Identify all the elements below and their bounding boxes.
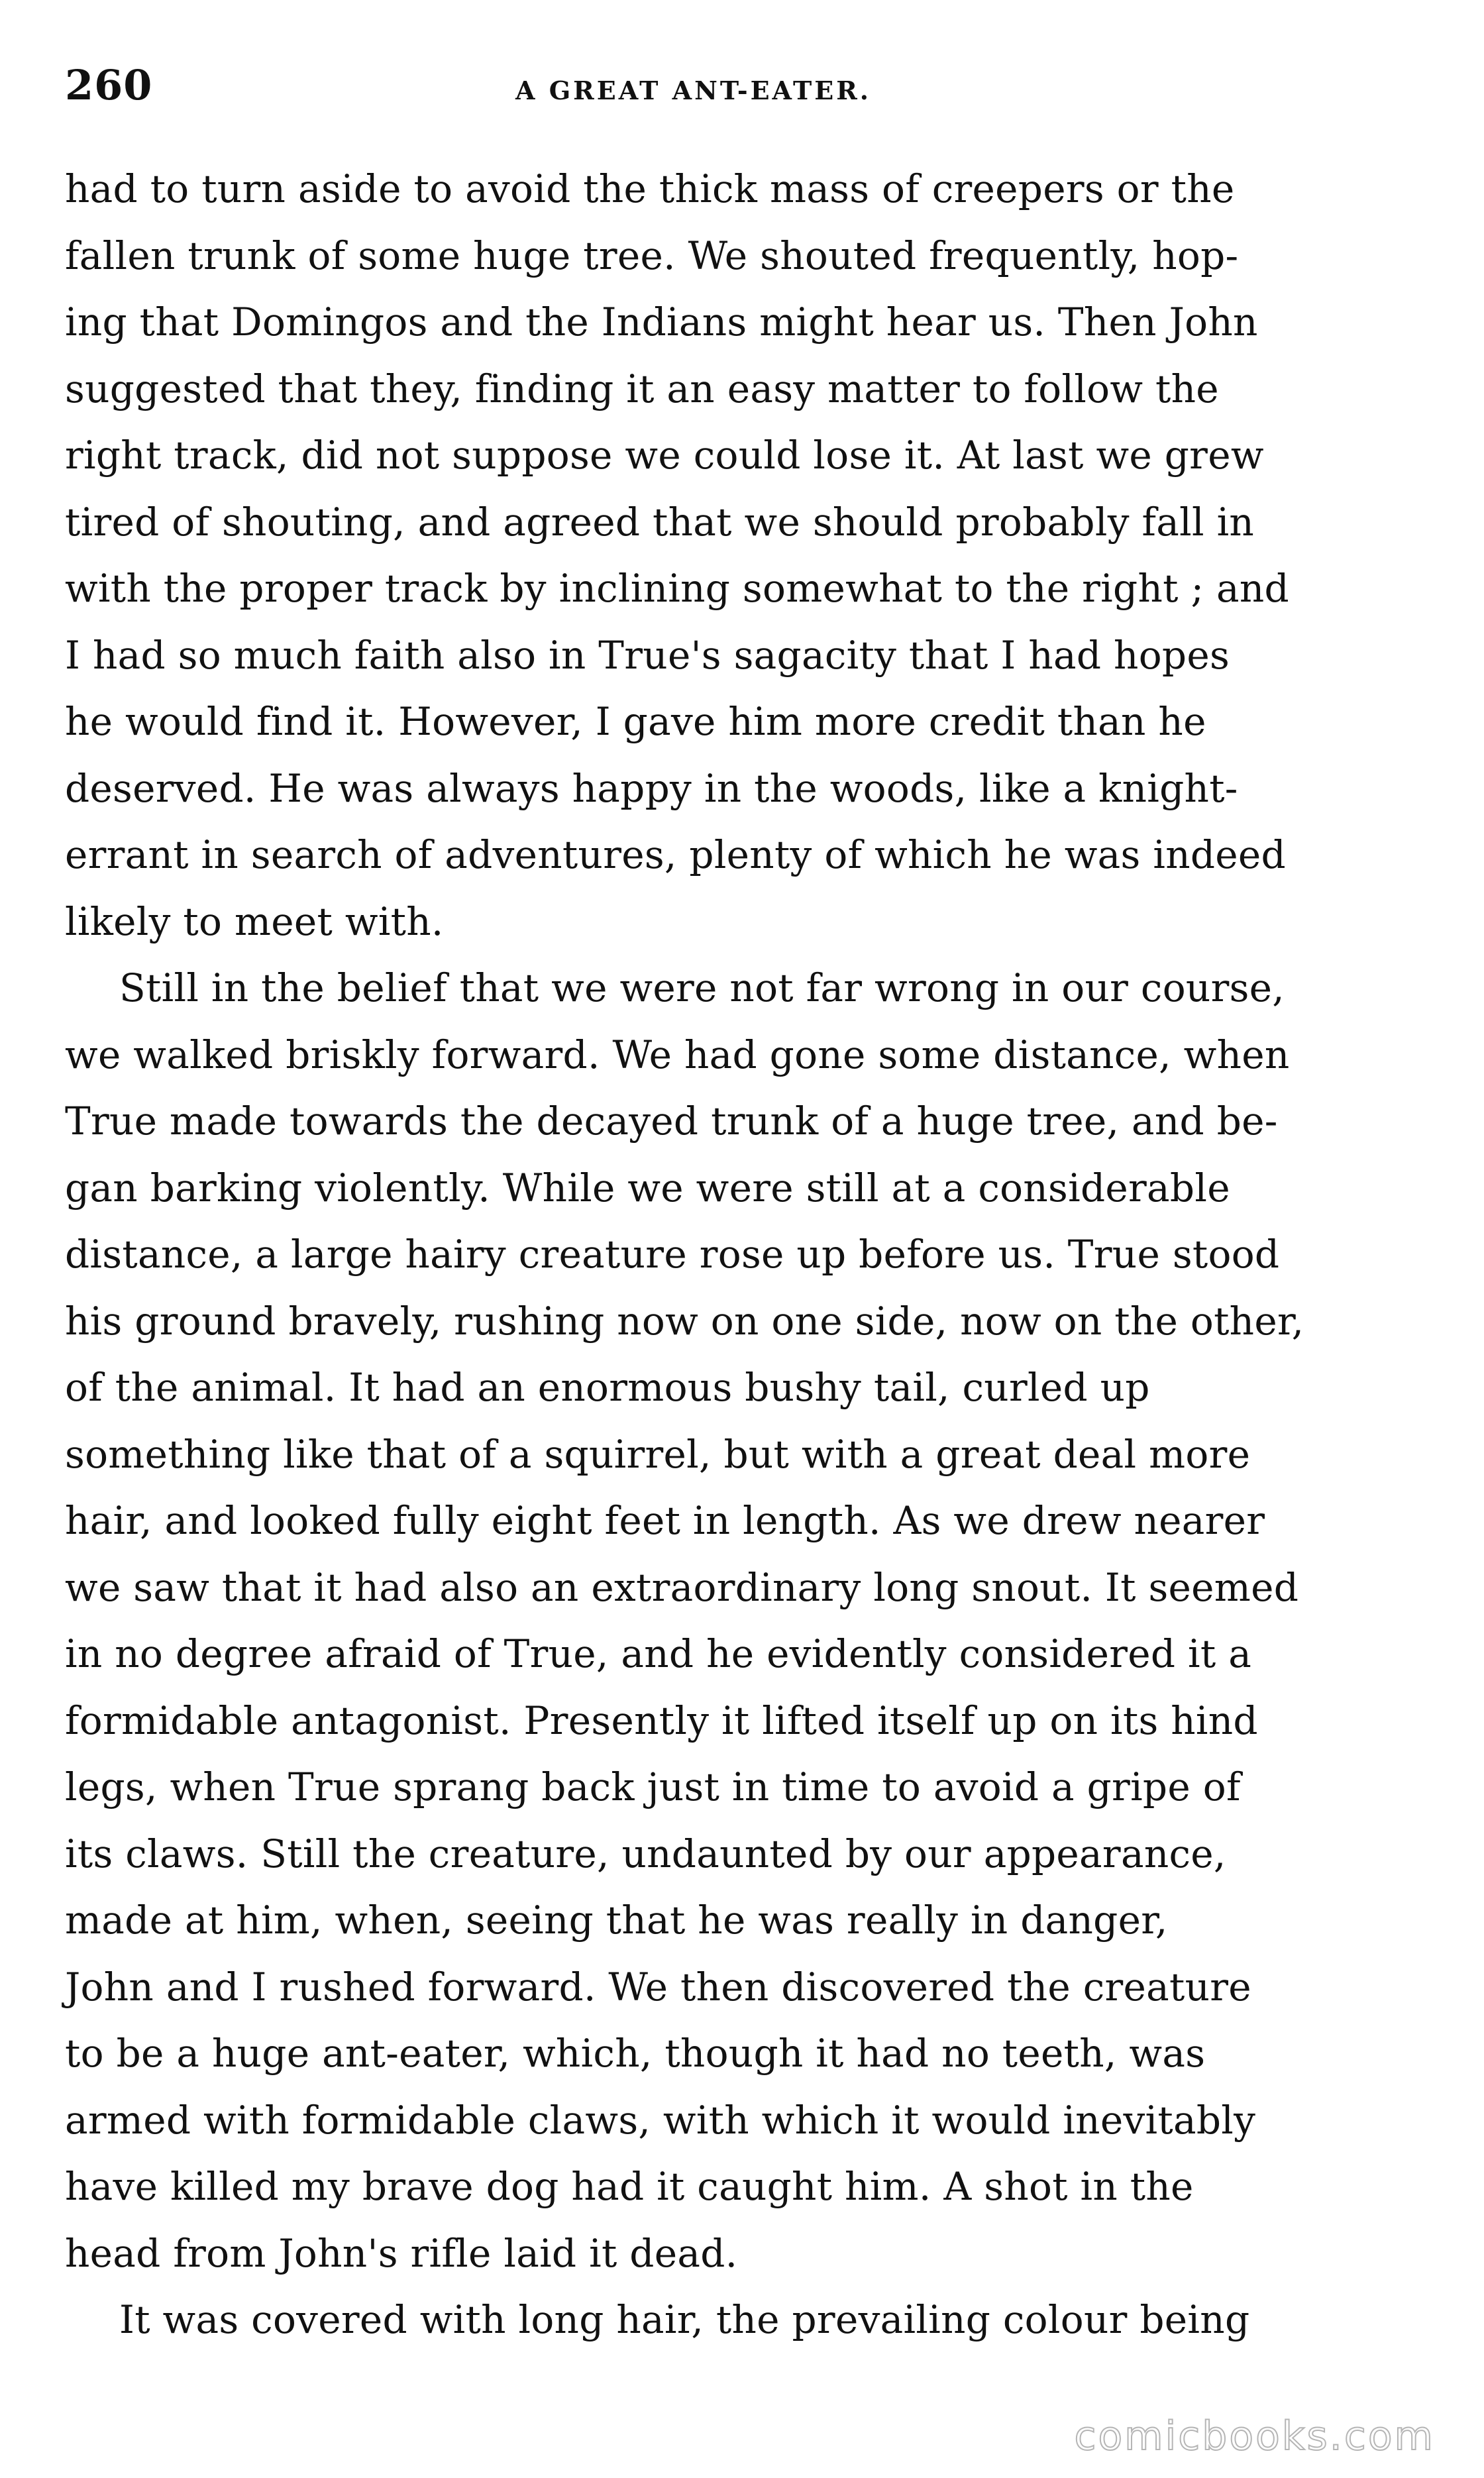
body-text bbox=[65, 156, 1418, 2353]
running-title: A GREAT ANT-EATER. bbox=[515, 76, 872, 105]
page-number: 260 bbox=[65, 61, 153, 109]
paragraph-description: It was covered with long hair, the prevailing colour being bbox=[119, 2297, 1250, 2342]
running-head bbox=[65, 61, 1419, 121]
paragraph-continued: had to turn aside to avoid the thick mass of creepers or the fallen trunk of some huge tree. We shouted frequently, hop- ing that Domingos and the Indians might hear us. Then John suggested that they, finding it an easy matter to follow the right track, did not suppose we could lose it. At last we grew tired of shouting, and agreed that we should probably fall in with the proper track by inclining somewhat to the right ; and I had so much faith also in True's sagacity that I had hopes he would find it. However, I gave him more credit than he deserved. He was always happy in the woods, like a knight- errant in search of adventures, plenty of which he was indeed likely to meet with. bbox=[65, 166, 1289, 944]
paragraph-ant-eater-encounter: Still in the belief that we were not far wrong in our course, we walked briskly forward. We had gone some distance, when True made towards the decayed trunk of a huge tree, and be- gan barking violently. While we were still at a considerable distance, a large hairy creature rose up before us. True stood his ground bravely, rushing now on one side, now on the other, of the animal. It had an enormous bushy tail, curled up something like that of a squirrel, but with a great deal more hair, and looked fully eight feet in length. As we drew nearer we saw that it had also an extraordinary long snout. It seemed in no degree afraid of True, and he evidently considered it a formidable antagonist. Presently it lifted itself up on its hind legs, when True sprang back just in time to avoid a gripe of its claws. Still the creature, undaunted by our appearance, made at him, when, seeing that he was really in danger, John and I rushed forward. We then discovered the creature to be a huge ant-eater, which, though it had no teeth, was armed with formidable claws, with which it would inevitably have killed my brave dog had it caught him. A shot in the head from John's rifle laid it dead. bbox=[65, 965, 1304, 2276]
watermark-text: comicbooks.com bbox=[1074, 2413, 1435, 2459]
